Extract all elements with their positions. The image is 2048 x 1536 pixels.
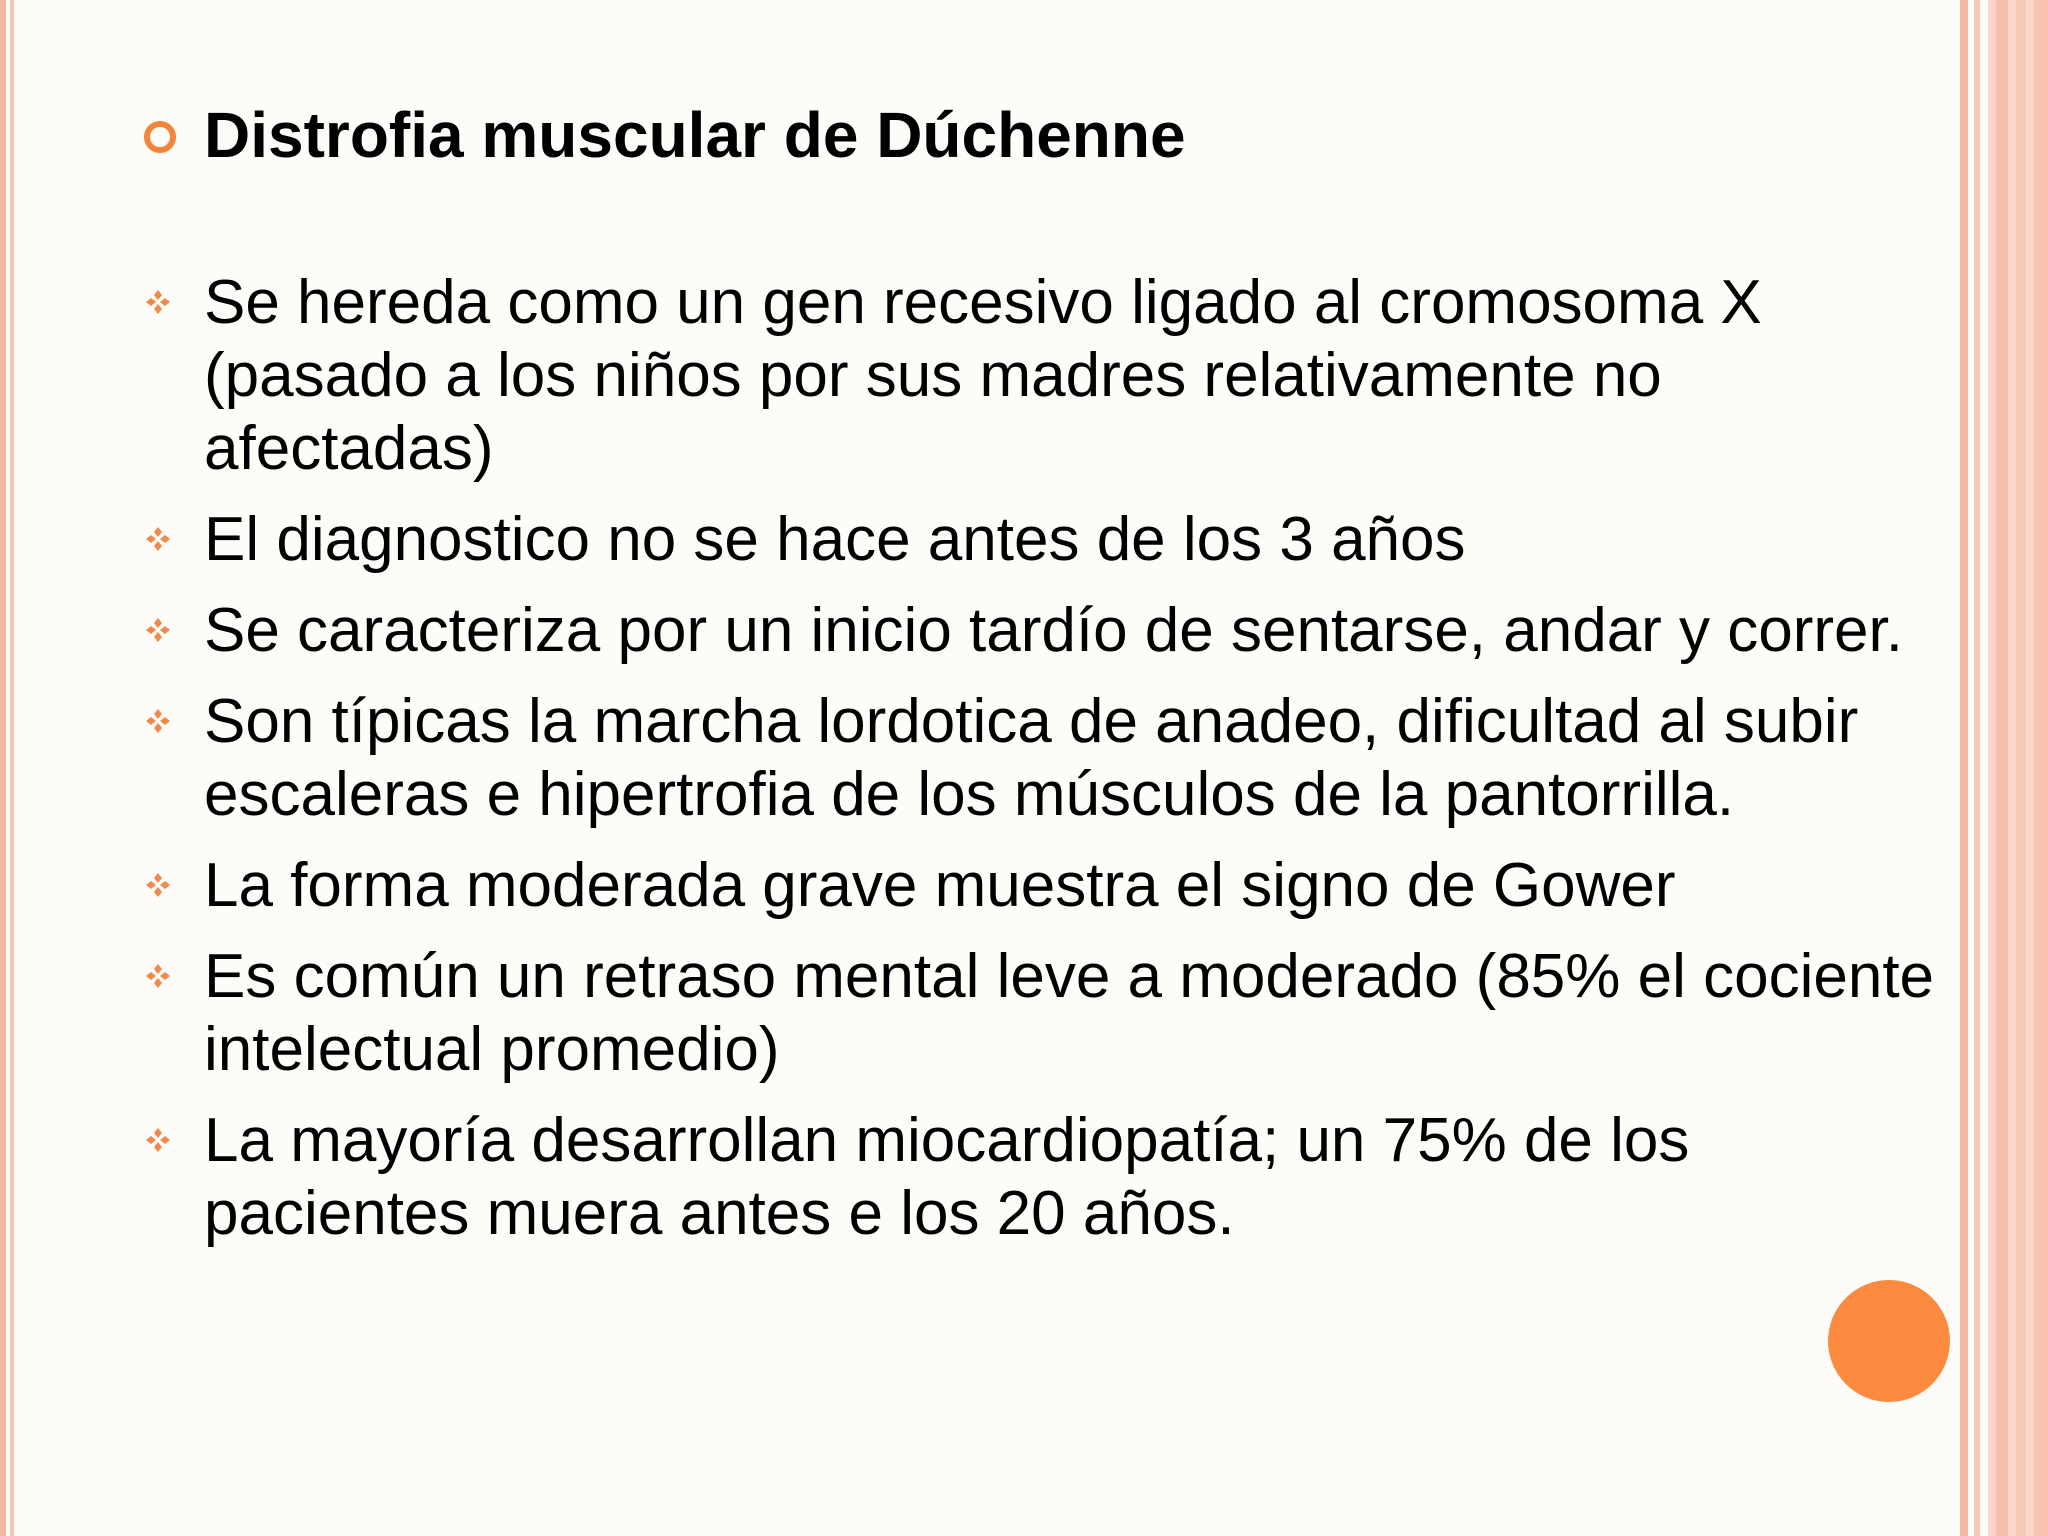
four-diamond-icon bbox=[144, 707, 172, 735]
heading-text: Distrofia muscular de Dúchenne bbox=[204, 99, 1186, 171]
bullet-text: Son típicas la marcha lordotica de anadeo, dificultad al subir escaleras e hipertrofia de los músculos de la pantorrilla. bbox=[204, 687, 1859, 829]
left-border-stripe bbox=[10, 0, 14, 1536]
left-border-stripe bbox=[0, 0, 6, 1536]
bullet-text: La forma moderada grave muestra el signo de Gower bbox=[204, 851, 1676, 920]
list-item bbox=[140, 849, 1940, 922]
bullet-text: Es común un retraso mental leve a moderado (85% el cociente intelectual promedio) bbox=[204, 942, 1935, 1084]
slide-content bbox=[140, 92, 1940, 1268]
list-item bbox=[140, 685, 1940, 831]
bullet-text: El diagnostico no se hace antes de los 3 años bbox=[204, 505, 1466, 574]
slide-heading bbox=[140, 92, 1940, 178]
right-border-stripe bbox=[2016, 0, 2026, 1536]
list-item bbox=[140, 1104, 1940, 1250]
bullet-text: Se hereda como un gen recesivo ligado al cromosoma X (pasado a los niños por sus madres relativamente no afectadas) bbox=[204, 268, 1762, 483]
list-item bbox=[140, 266, 1940, 485]
right-border-stripe bbox=[1960, 0, 1968, 1536]
right-border-stripe bbox=[1974, 0, 1980, 1536]
four-diamond-icon bbox=[144, 525, 172, 553]
bullet-text: Se caracteriza por un inicio tardío de sentarse, andar y correr. bbox=[204, 596, 1903, 665]
ring-icon bbox=[144, 121, 176, 153]
list-item bbox=[140, 940, 1940, 1086]
four-diamond-icon bbox=[144, 288, 172, 316]
list-item bbox=[140, 503, 1940, 576]
four-diamond-icon bbox=[144, 616, 172, 644]
four-diamond-icon bbox=[144, 871, 172, 899]
four-diamond-icon bbox=[144, 962, 172, 990]
right-border-stripe bbox=[2034, 0, 2048, 1536]
list-item bbox=[140, 594, 1940, 667]
bullet-text: La mayoría desarrollan miocardiopatía; un 75% de los pacientes muera antes e los 20 años. bbox=[204, 1106, 1690, 1248]
four-diamond-icon bbox=[144, 1126, 172, 1154]
bullet-list bbox=[140, 266, 1940, 1250]
right-border-stripe bbox=[1996, 0, 2008, 1536]
orange-circle-decoration bbox=[1828, 1280, 1950, 1402]
